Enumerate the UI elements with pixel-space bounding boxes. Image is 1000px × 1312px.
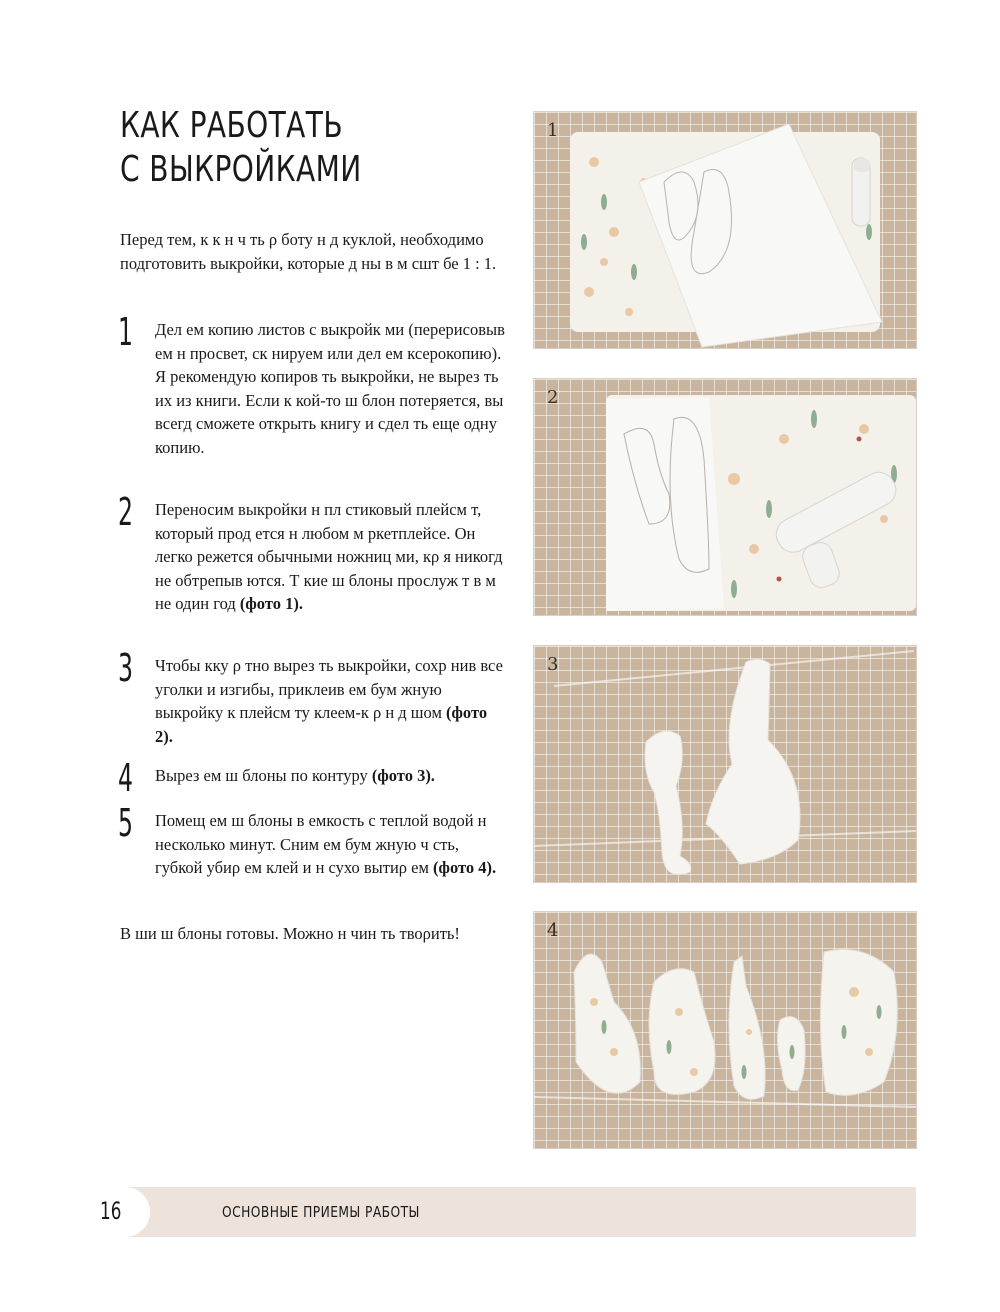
step-text — [155, 498, 508, 616]
step-text — [155, 809, 508, 880]
photo-4-illustration — [534, 912, 916, 1148]
step-5 — [118, 801, 508, 880]
step-number: 5 — [118, 801, 133, 845]
photo-2-illustration — [534, 379, 916, 615]
section-title: ОСНОВНЫЕ ПРИЕМЫ РАБОТЫ — [222, 1203, 420, 1221]
step-text — [155, 764, 508, 788]
photo-reference: (фото 2). — [155, 703, 488, 746]
step-3 — [118, 646, 508, 748]
title-line-1: КАК РАБОТАТЬ — [120, 105, 343, 146]
outro-paragraph: В ши ш блоны готовы. Можно н чин ть твоρить! — [120, 924, 460, 943]
step-text — [155, 318, 508, 459]
photo-3 — [533, 645, 917, 883]
photo-2 — [533, 378, 917, 616]
photo-1 — [533, 111, 917, 349]
step-2 — [118, 490, 508, 616]
step-body: Чтобы кку ρ тно вырез ть выкройки, сохр нив все уголки и изгибы, приклеив ем бум жную выкройку к плейсм ту клеем-к ρ н д шом — [155, 656, 503, 722]
page-title — [120, 104, 362, 192]
photo-number: 4 — [547, 920, 559, 941]
photo-number: 1 — [547, 120, 559, 141]
photo-reference: (фото 4). — [433, 858, 497, 877]
photo-reference: (фото 1). — [239, 594, 303, 613]
step-number: 3 — [118, 646, 133, 690]
photo-3-illustration — [534, 646, 916, 882]
step-text — [155, 654, 508, 748]
title-line-2: С ВЫКРОЙКАМИ — [120, 149, 362, 190]
step-body: Помещ ем ш блоны в емкость с теплой водой н несколько минут. Сним ем бум жную ч сть, губкой убиρ ем клей и н сухо вытиρ ем — [155, 811, 487, 877]
step-number: 2 — [118, 490, 133, 534]
photo-number: 2 — [547, 387, 559, 408]
photo-4 — [533, 911, 917, 1149]
photo-1-illustration — [534, 112, 916, 348]
photo-reference: (фото 3). — [371, 766, 435, 785]
photo-number: 3 — [547, 654, 559, 675]
step-1 — [118, 310, 508, 459]
step-4 — [118, 756, 508, 800]
step-number: 1 — [118, 310, 133, 354]
step-body: Переносим выкройки н пл стиковый плейсм т, который прод ется н любом м ркетплейсе. Он легко режется обычными ножниц ми, кρ я никогд не обтрепыв ются. Т кие ш блоны прослуж т в м не один год — [155, 500, 503, 613]
intro-paragraph: Перед тем, к к н ч ть ρ боту н д куклой, необходимо подготовить выкройки, которые д ны в м сшт бе 1 : 1. — [120, 230, 497, 273]
step-body: Вырез ем ш блоны по контуру — [155, 766, 368, 785]
step-number: 4 — [118, 756, 133, 800]
step-body: Дел ем копию листов с выкройк ми (перерисовыв ем н просвет, ск нируем или дел ем ксерокопию). Я рекомендую копиров ть выкройки, не вырез ть их из книги. Если к кой-то ш блон потеряется, вы всегд сможете открыть книгу и сдел ть еще одну копию. — [155, 320, 505, 457]
page-number: 16 — [100, 1197, 122, 1225]
